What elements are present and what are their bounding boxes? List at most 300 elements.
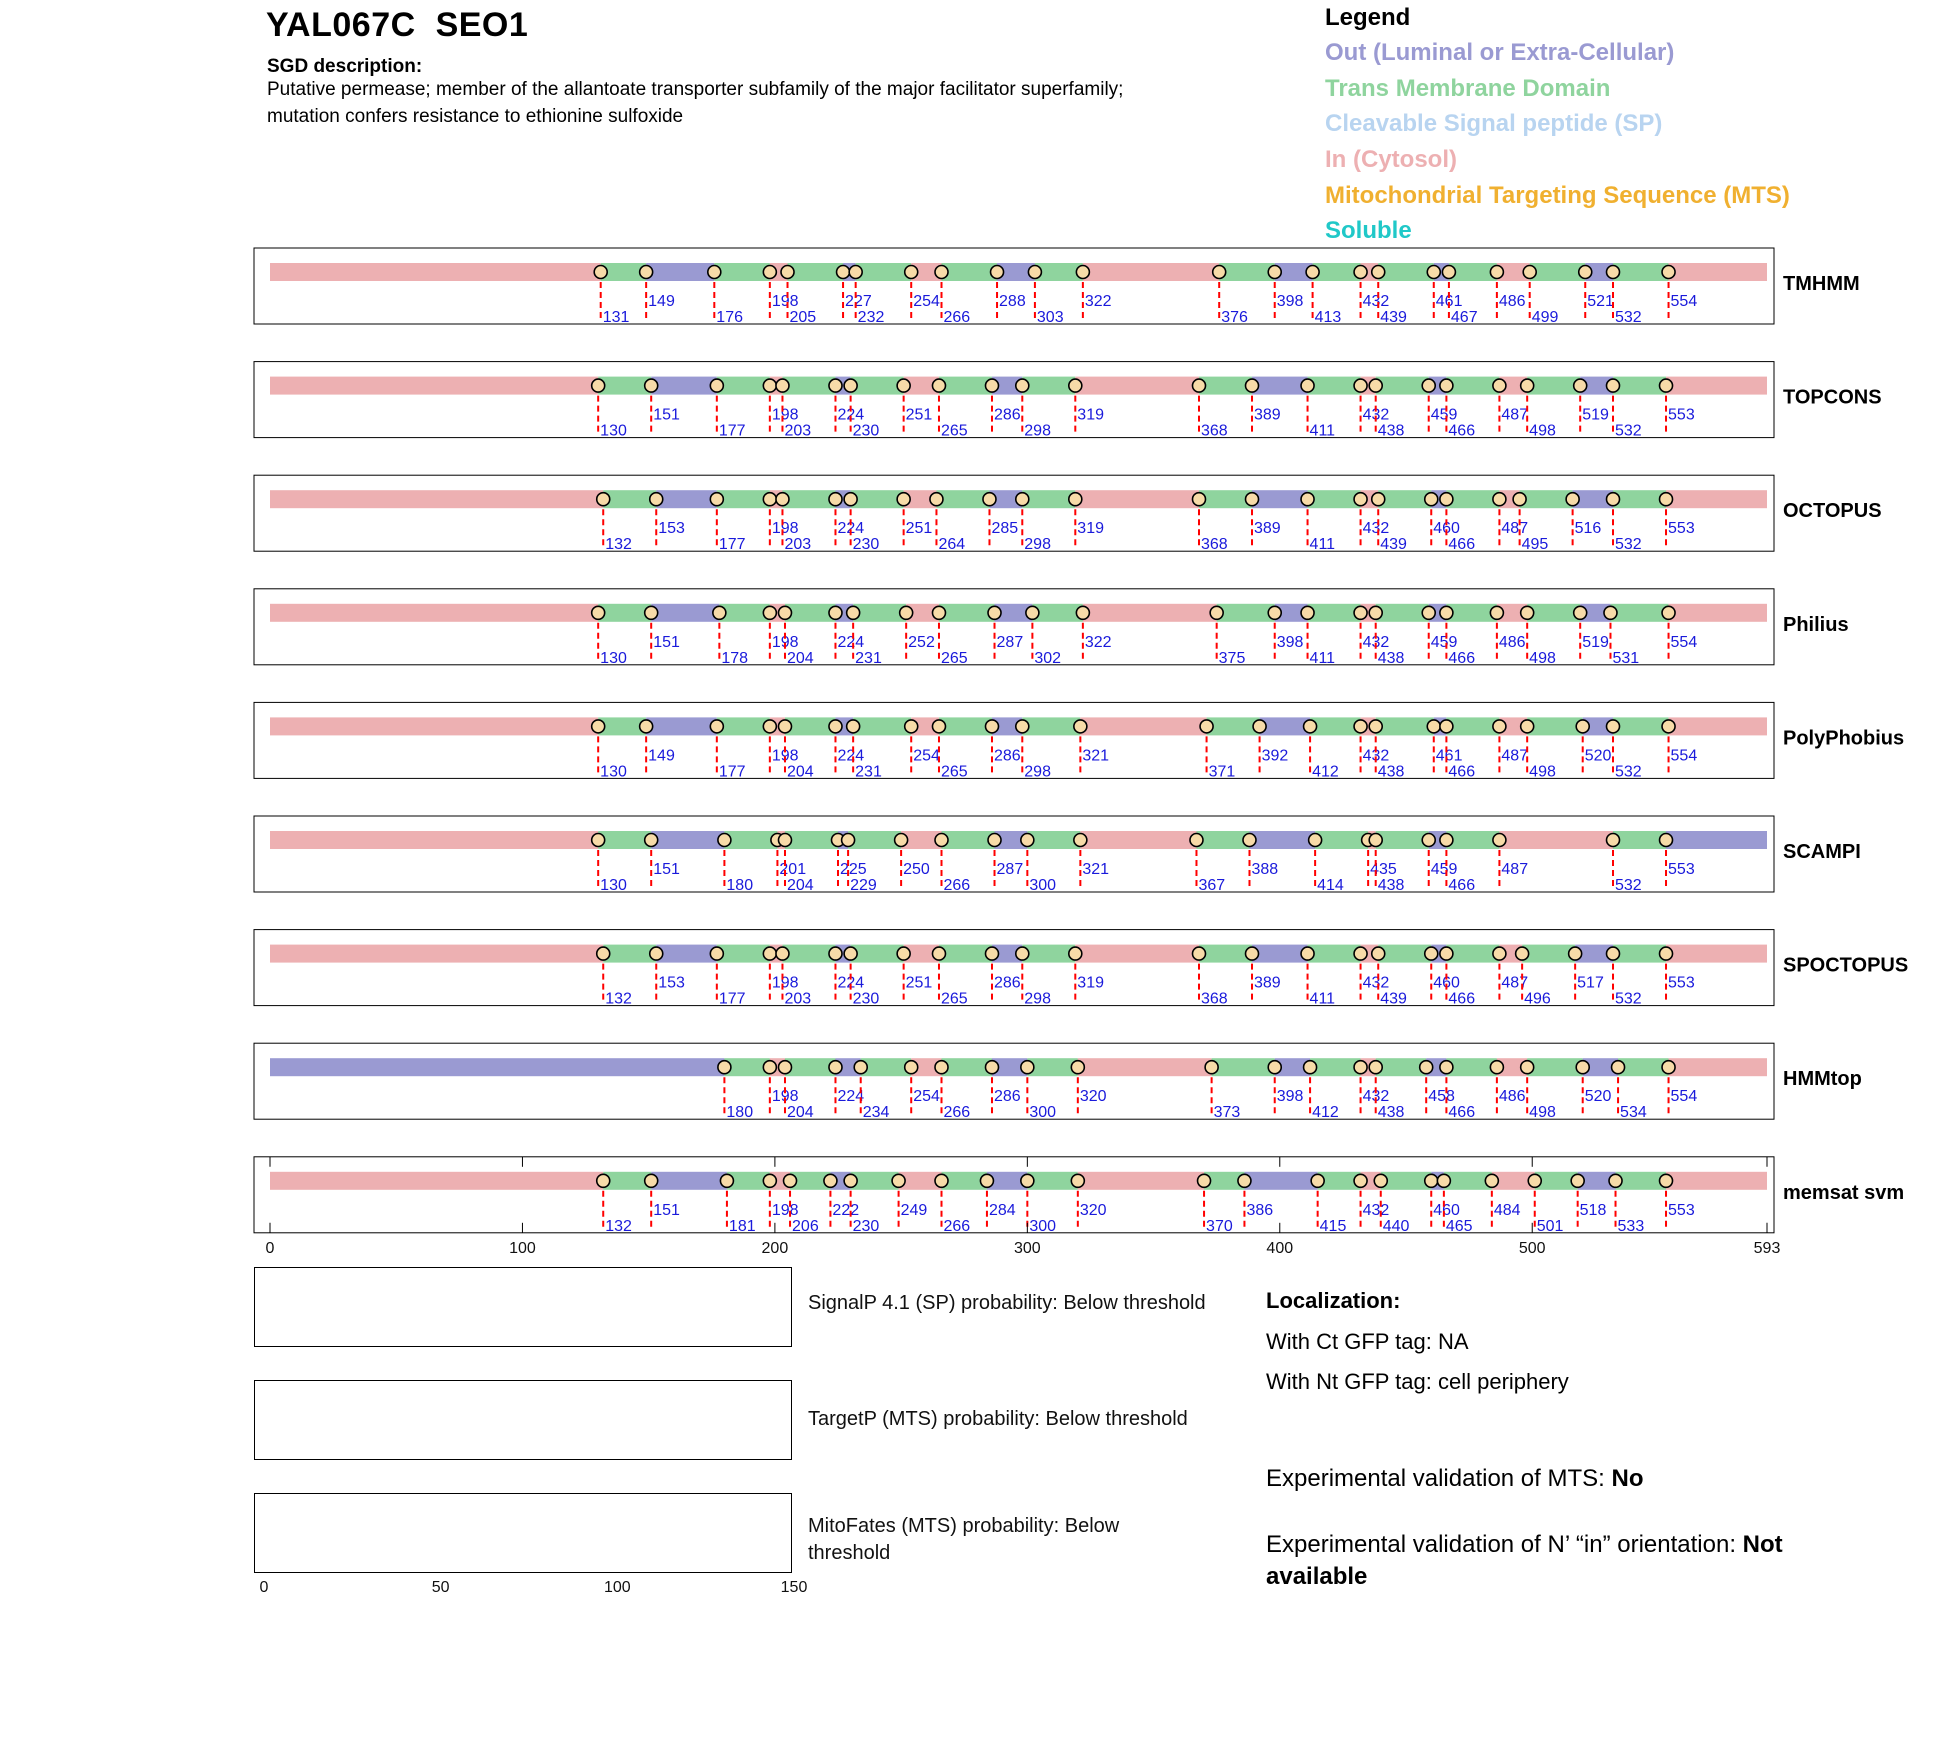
boundary-label: 265	[940, 422, 968, 440]
tick-label: 300	[1013, 1239, 1041, 1257]
tick-label: 200	[761, 1239, 789, 1257]
sgd-description-line-1: Putative permease; member of the allantoate transporter subfamily of the major facilitator superfamily;	[267, 79, 1124, 100]
boundary-label: 321	[1082, 747, 1110, 765]
in-segment	[270, 831, 598, 849]
boundary-marker	[1440, 379, 1453, 392]
boundary-marker	[1069, 947, 1082, 960]
validation-orientation-value-2: available	[1266, 1563, 1368, 1590]
out-segment	[1260, 717, 1310, 735]
predictor-row-hmmtop	[254, 1043, 1862, 1121]
boundary-label: 499	[1531, 309, 1559, 326]
tm-segment	[1527, 604, 1580, 622]
boundary-label: 432	[1362, 747, 1390, 765]
boundary-marker	[778, 606, 791, 619]
tm-segment	[1618, 1058, 1668, 1076]
boundary-marker	[763, 266, 776, 279]
boundary-marker	[1354, 1174, 1367, 1187]
boundary-label: 198	[771, 1088, 799, 1106]
tm-segment	[851, 945, 904, 963]
boundary-marker	[1660, 834, 1673, 847]
tm-segment	[717, 377, 770, 395]
boundary-label: 398	[1276, 293, 1304, 310]
boundary-label: 222	[832, 1201, 860, 1219]
boundary-marker	[1571, 1174, 1584, 1187]
boundary-label: 203	[784, 422, 812, 440]
boundary-marker	[718, 1061, 731, 1074]
validation-mts	[1266, 1465, 1643, 1493]
boundary-marker	[592, 834, 605, 847]
boundary-label: 438	[1377, 422, 1405, 440]
tm-segment	[861, 1058, 911, 1076]
boundary-marker	[1074, 720, 1087, 733]
boundary-label: 438	[1377, 763, 1405, 781]
boundary-marker	[1574, 379, 1587, 392]
boundary-label: 320	[1079, 1088, 1107, 1106]
boundary-marker	[1268, 1061, 1281, 1074]
boundary-marker	[776, 947, 789, 960]
predictor-row-philius	[254, 589, 1849, 667]
boundary-label: 286	[993, 406, 1021, 424]
boundary-marker	[1238, 1174, 1251, 1187]
boundary-marker	[763, 493, 776, 506]
tm-segment	[1446, 1058, 1496, 1076]
tm-segment	[724, 831, 777, 849]
prob-tick-label: 0	[259, 1579, 269, 1596]
predictor-box	[254, 816, 1774, 892]
boundary-label: 371	[1208, 763, 1236, 781]
tm-segment	[1022, 945, 1075, 963]
boundary-marker	[842, 834, 855, 847]
boundary-marker	[1200, 720, 1213, 733]
in-segment	[1666, 377, 1767, 395]
boundary-marker	[1026, 606, 1039, 619]
tick-label: 400	[1266, 1239, 1294, 1257]
boundary-label: 153	[658, 974, 685, 992]
boundary-label: 459	[1430, 406, 1458, 424]
legend-soluble: Soluble	[1325, 217, 1412, 244]
boundary-marker	[776, 379, 789, 392]
boundary-marker	[1374, 1174, 1387, 1187]
boundary-marker	[650, 493, 663, 506]
boundary-label: 230	[852, 1217, 880, 1235]
boundary-label: 432	[1362, 520, 1390, 538]
boundary-label: 300	[1029, 1104, 1057, 1122]
boundary-marker	[710, 947, 723, 960]
boundary-label: 151	[653, 1201, 680, 1219]
boundary-marker	[1607, 947, 1620, 960]
boundary-marker	[905, 720, 918, 733]
localization-nt: With Nt GFP tag: cell periphery	[1266, 1369, 1569, 1394]
tm-segment	[785, 1058, 835, 1076]
boundary-label: 322	[1084, 633, 1112, 651]
boundary-marker	[985, 379, 998, 392]
tm-segment	[942, 263, 998, 281]
boundary-label: 198	[771, 293, 799, 310]
predictor-name: TOPCONS	[1783, 386, 1882, 409]
tm-segment	[1527, 377, 1580, 395]
boundary-marker	[763, 947, 776, 960]
boundary-label: 177	[718, 763, 746, 781]
legend-title: Legend	[1325, 4, 1411, 31]
boundary-label: 204	[786, 649, 814, 667]
boundary-label: 461	[1435, 293, 1463, 310]
boundary-marker	[985, 720, 998, 733]
tm-segment	[1376, 604, 1429, 622]
boundary-marker	[1440, 606, 1453, 619]
boundary-marker	[1427, 720, 1440, 733]
boundary-label: 466	[1448, 763, 1476, 781]
targetp-plot	[254, 1380, 792, 1460]
boundary-marker	[829, 947, 842, 960]
boundary-marker	[892, 1174, 905, 1187]
boundary-marker	[597, 1174, 610, 1187]
boundary-marker	[1490, 266, 1503, 279]
out-segment	[1252, 945, 1308, 963]
boundary-label: 438	[1377, 1104, 1405, 1122]
in-segment	[1666, 1172, 1767, 1190]
boundary-label: 178	[721, 649, 749, 667]
boundary-label: 466	[1448, 422, 1476, 440]
boundary-label: 227	[845, 293, 872, 310]
boundary-label: 517	[1577, 974, 1604, 992]
signalp-label: SignalP 4.1 (SP) probability: Below threshold	[808, 1292, 1206, 1314]
tm-segment	[1315, 831, 1368, 849]
in-segment	[270, 945, 603, 963]
in-segment	[1075, 945, 1199, 963]
boundary-marker	[837, 266, 850, 279]
boundary-marker	[1304, 720, 1317, 733]
boundary-marker	[1604, 606, 1617, 619]
boundary-marker	[1076, 266, 1089, 279]
legend-signal-peptide: Cleavable Signal peptide (SP)	[1325, 110, 1663, 137]
boundary-label: 321	[1082, 861, 1110, 878]
boundary-label: 198	[771, 406, 799, 424]
tm-segment	[939, 604, 995, 622]
predictor-row-polyphobius	[254, 702, 1904, 780]
boundary-marker	[1071, 1061, 1084, 1074]
boundary-label: 180	[726, 1104, 754, 1122]
boundary-marker	[1246, 493, 1259, 506]
boundary-label: 460	[1433, 974, 1460, 992]
in-segment	[1666, 945, 1767, 963]
boundary-label: 250	[903, 861, 930, 878]
boundary-label: 151	[653, 406, 680, 424]
boundary-label: 298	[1024, 536, 1051, 554]
boundary-label: 460	[1433, 1201, 1460, 1219]
prob-tick-label: 100	[603, 1579, 631, 1596]
boundary-marker	[1425, 493, 1438, 506]
boundary-label: 264	[938, 536, 966, 554]
boundary-label: 415	[1319, 1217, 1347, 1235]
boundary-marker	[763, 720, 776, 733]
tm-segment	[782, 490, 835, 508]
boundary-label: 198	[771, 747, 799, 765]
boundary-marker	[1243, 834, 1256, 847]
boundary-marker	[932, 606, 945, 619]
predictor-name: memsat svm	[1783, 1181, 1905, 1204]
boundary-label: 466	[1448, 1104, 1476, 1122]
boundary-marker	[1205, 1061, 1218, 1074]
boundary-marker	[710, 493, 723, 506]
boundary-label: 413	[1314, 309, 1342, 326]
in-segment	[1669, 717, 1767, 735]
in-segment	[1075, 490, 1199, 508]
tm-segment	[1196, 831, 1249, 849]
boundary-marker	[1246, 379, 1259, 392]
boundary-label: 519	[1582, 633, 1609, 651]
boundary-label: 388	[1251, 861, 1279, 878]
boundary-label: 265	[940, 763, 968, 781]
out-segment	[1252, 490, 1308, 508]
boundary-label: 230	[852, 422, 880, 440]
boundary-marker	[1372, 266, 1385, 279]
boundary-marker	[1369, 379, 1382, 392]
tm-segment	[1217, 604, 1275, 622]
gene-id: YAL067C	[266, 6, 416, 44]
boundary-marker	[1607, 493, 1620, 506]
tm-segment	[936, 490, 989, 508]
boundary-label: 411	[1309, 422, 1336, 440]
boundary-marker	[844, 1174, 857, 1187]
boundary-marker	[1612, 1061, 1625, 1074]
signalp-plot	[254, 1267, 792, 1347]
boundary-marker	[1521, 1061, 1534, 1074]
boundary-marker	[640, 266, 653, 279]
boundary-marker	[1069, 379, 1082, 392]
boundary-marker	[1607, 266, 1620, 279]
boundary-marker	[1427, 266, 1440, 279]
boundary-label: 298	[1024, 763, 1051, 781]
boundary-label: 230	[852, 536, 880, 554]
boundary-label: 532	[1615, 763, 1642, 781]
boundary-marker	[1268, 606, 1281, 619]
boundary-label: 303	[1036, 309, 1064, 326]
boundary-label: 205	[789, 309, 817, 326]
boundary-label: 132	[605, 990, 632, 1008]
tm-segment	[1212, 1058, 1275, 1076]
boundary-label: 534	[1620, 1104, 1647, 1122]
boundary-marker	[1493, 720, 1506, 733]
boundary-marker	[1354, 720, 1367, 733]
boundary-marker	[1569, 947, 1582, 960]
boundary-marker	[932, 947, 945, 960]
boundary-marker	[645, 606, 658, 619]
boundary-marker	[1192, 379, 1205, 392]
legend-tm: Trans Membrane Domain	[1325, 75, 1611, 102]
validation-orientation-value: Not	[1742, 1531, 1783, 1558]
boundary-marker	[1513, 493, 1526, 506]
boundary-label: 251	[905, 974, 933, 992]
tm-segment	[717, 490, 770, 508]
boundary-label: 151	[653, 633, 680, 651]
boundary-marker	[1493, 947, 1506, 960]
boundary-label: 398	[1276, 633, 1304, 651]
validation-mts-value: No	[1611, 1465, 1644, 1492]
boundary-label: 487	[1501, 974, 1529, 992]
out-segment	[1252, 377, 1308, 395]
boundary-marker	[645, 379, 658, 392]
boundary-marker	[1662, 1061, 1675, 1074]
boundary-label: 533	[1617, 1217, 1645, 1235]
boundary-marker	[1354, 493, 1367, 506]
boundary-label: 204	[786, 1104, 814, 1122]
boundary-label: 516	[1574, 520, 1602, 538]
boundary-label: 130	[600, 422, 627, 440]
boundary-marker	[980, 1174, 993, 1187]
boundary-marker	[1309, 834, 1322, 847]
boundary-marker	[900, 606, 913, 619]
in-segment	[1080, 831, 1196, 849]
tm-segment	[1310, 1058, 1360, 1076]
boundary-label: 153	[658, 520, 685, 538]
boundary-label: 521	[1587, 293, 1614, 310]
boundary-marker	[1422, 379, 1435, 392]
boundary-marker	[718, 834, 731, 847]
gene-name: SEO1	[435, 6, 529, 44]
boundary-label: 486	[1498, 293, 1526, 310]
boundary-label: 284	[988, 1201, 1016, 1219]
boundary-label: 392	[1261, 747, 1289, 765]
boundary-marker	[935, 266, 948, 279]
boundary-label: 206	[792, 1217, 819, 1235]
boundary-marker	[1437, 1174, 1450, 1187]
boundary-label: 554	[1670, 293, 1698, 310]
tm-segment	[1032, 604, 1082, 622]
boundary-label: 519	[1582, 406, 1609, 424]
boundary-label: 496	[1524, 990, 1551, 1008]
boundary-label: 300	[1029, 877, 1057, 894]
boundary-marker	[988, 606, 1001, 619]
boundary-marker	[1304, 1061, 1317, 1074]
boundary-marker	[763, 606, 776, 619]
out-segment	[656, 945, 717, 963]
tick-label: 500	[1518, 1239, 1546, 1257]
boundary-marker	[932, 379, 945, 392]
boundary-label: 498	[1529, 1104, 1556, 1122]
tm-segment	[598, 831, 651, 849]
boundary-label: 265	[940, 990, 968, 1008]
in-segment	[270, 1172, 603, 1190]
in-segment	[1669, 1058, 1767, 1076]
in-segment	[270, 717, 598, 735]
boundary-label: 287	[996, 861, 1024, 878]
boundary-marker	[1440, 947, 1453, 960]
boundary-marker	[1301, 606, 1314, 619]
boundary-marker	[1516, 947, 1529, 960]
boundary-label: 432	[1362, 1088, 1390, 1106]
prob-tick-label: 150	[780, 1579, 808, 1596]
boundary-label: 460	[1433, 520, 1460, 538]
predictor-row-octopus	[254, 475, 1882, 553]
boundary-marker	[778, 1061, 791, 1074]
boundary-marker	[1521, 606, 1534, 619]
boundary-label: 204	[786, 877, 814, 894]
boundary-marker	[935, 834, 948, 847]
in-segment	[270, 490, 603, 508]
boundary-marker	[829, 379, 842, 392]
out-segment	[1244, 1172, 1317, 1190]
predictor-name: SCAMPI	[1783, 841, 1861, 863]
boundary-marker	[1354, 1061, 1367, 1074]
boundary-marker	[844, 947, 857, 960]
boundary-label: 532	[1615, 877, 1642, 894]
legend-out: Out (Luminal or Extra-Cellular)	[1325, 39, 1675, 66]
boundary-label: 130	[600, 763, 627, 781]
tick-label: 0	[265, 1239, 275, 1257]
boundary-label: 368	[1200, 990, 1228, 1008]
boundary-marker	[1028, 266, 1041, 279]
boundary-marker	[985, 947, 998, 960]
boundary-marker	[1523, 266, 1536, 279]
boundary-label: 180	[726, 877, 754, 894]
boundary-marker	[1425, 947, 1438, 960]
tm-segment	[1308, 377, 1361, 395]
tm-segment	[1199, 490, 1252, 508]
predictor-row-memsat-svm	[254, 1157, 1904, 1235]
boundary-label: 254	[913, 1088, 940, 1106]
boundary-marker	[847, 606, 860, 619]
boundary-marker	[1190, 834, 1203, 847]
boundary-marker	[592, 379, 605, 392]
boundary-marker	[597, 493, 610, 506]
boundary-label: 501	[1536, 1217, 1564, 1235]
boundary-label: 532	[1615, 309, 1642, 326]
boundary-label: 368	[1200, 536, 1228, 554]
boundary-label: 298	[1024, 422, 1051, 440]
boundary-marker	[640, 720, 653, 733]
boundary-label: 149	[648, 747, 675, 765]
tm-segment	[1027, 1172, 1077, 1190]
boundary-label: 389	[1254, 974, 1281, 992]
tm-segment	[1376, 377, 1429, 395]
boundary-label: 487	[1501, 520, 1529, 538]
prob-tick-label: 50	[431, 1579, 450, 1596]
predictor-name: OCTOPUS	[1783, 500, 1882, 523]
boundary-label: 389	[1254, 406, 1281, 424]
boundary-label: 302	[1034, 649, 1062, 667]
sgd-label: SGD description:	[267, 56, 423, 77]
boundary-marker	[1021, 1061, 1034, 1074]
boundary-label: 251	[905, 520, 933, 538]
boundary-marker	[1301, 379, 1314, 392]
boundary-marker	[1016, 720, 1029, 733]
boundary-marker	[710, 379, 723, 392]
in-segment	[1083, 263, 1219, 281]
boundary-marker	[905, 266, 918, 279]
boundary-marker	[776, 493, 789, 506]
tm-segment	[1308, 490, 1361, 508]
boundary-marker	[1490, 606, 1503, 619]
boundary-label: 553	[1668, 520, 1695, 538]
mitofates-plot	[254, 1493, 792, 1573]
boundary-label: 132	[605, 1217, 632, 1235]
out-segment	[651, 604, 719, 622]
boundary-label: 224	[837, 747, 865, 765]
boundary-label: 532	[1615, 536, 1642, 554]
predictor-row-spoctopus	[254, 930, 1908, 1008]
in-segment	[1075, 377, 1199, 395]
boundary-marker	[708, 266, 721, 279]
boundary-label: 198	[771, 520, 799, 538]
boundary-marker	[1301, 947, 1314, 960]
predictor-name: PolyPhobius	[1783, 727, 1905, 750]
boundary-marker	[1660, 379, 1673, 392]
tm-segment	[785, 831, 838, 849]
tm-segment	[1027, 1058, 1077, 1076]
boundary-label: 254	[913, 293, 940, 310]
tick-label: 100	[509, 1239, 536, 1257]
boundary-marker	[1021, 1174, 1034, 1187]
